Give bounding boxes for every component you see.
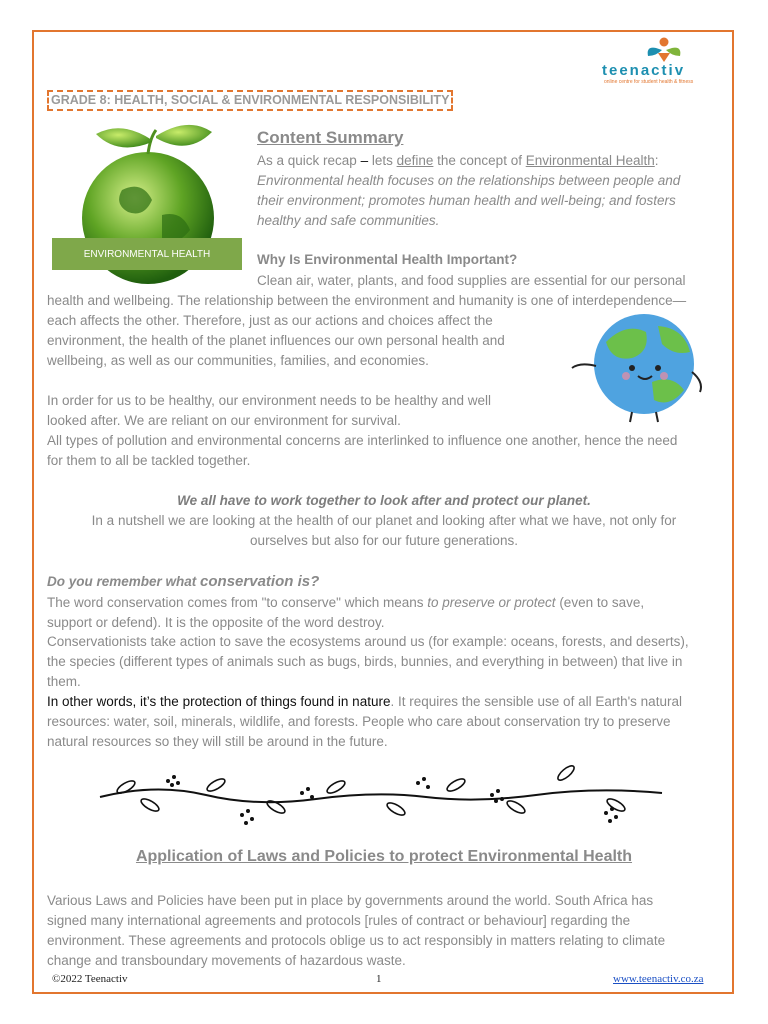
smiling-earth-icon (566, 312, 716, 424)
environmental-health-term: Environmental Health (525, 153, 655, 168)
recap-text: As a quick recap (257, 153, 361, 168)
conservation-l6-rest: . It requires the sensible use of all Earth's natural (390, 694, 682, 709)
conservation-line-1 (47, 593, 644, 613)
logo-wordmark: teenactiv (602, 62, 686, 79)
why-line-8: All types of pollution and environmental concerns are interlinked to influence one another, hence the need (47, 433, 678, 448)
definition-line-3: healthy and safe communities. (257, 213, 440, 228)
definition-line-1: Environmental health focuses on the relationships between people and (257, 173, 681, 188)
why-line-6: In order for us to be healthy, our environment needs to be healthy and well (47, 393, 492, 408)
why-line-7: looked after. We are reliant on our environment for survival. (47, 413, 401, 428)
planet-line-2: ourselves but also for our future generations. (250, 533, 518, 548)
conservation-line-4: the species (different types of animals such as bugs, birds, bunnies, and everything in between) that live in (47, 654, 683, 669)
planet-line-1: In a nutshell we are looking at the health of our planet and looking after what we have, not only for (91, 513, 677, 528)
recap-text-3: the concept of (433, 153, 526, 168)
recap-dash: – (360, 153, 369, 168)
conservation-line-5: them. (47, 674, 81, 689)
recap-line (257, 151, 727, 171)
question-text: Do you remember what (47, 574, 201, 589)
why-line-5: wellbeing, as well as our communities, families, and economies. (47, 353, 429, 368)
conservation-line-8: natural resources so they will still be around in the future. (47, 734, 388, 749)
definition-line-2: their environment; promotes human health and well-being; and fosters (257, 193, 676, 208)
why-heading: Why Is Environmental Health Important? (257, 252, 518, 267)
conservation-line-2: support or defend). It is the opposite of the word destroy. (47, 615, 385, 630)
floral-vine-icon (96, 765, 666, 835)
laws-line-1: Various Laws and Policies have been put in place by governments around the world. South Africa has (47, 893, 654, 908)
planet-statement: We all have to work together to look after and protect our planet. (177, 493, 591, 508)
laws-heading (0, 848, 768, 866)
recap-paragraph (257, 151, 727, 231)
preserve-protect-phrase: to preserve or protect (427, 595, 556, 610)
website-link[interactable]: www.teenactiv.co.za (613, 973, 704, 985)
recap-text-2: lets (368, 153, 397, 168)
floral-divider (96, 765, 666, 835)
define-word: define (396, 153, 434, 168)
teenactiv-logo (598, 36, 730, 86)
conservation-l1-post: (even to save, (555, 595, 645, 610)
conservation-question (47, 572, 319, 592)
why-line-4: environment, the health of the planet influences our own personal health and (47, 333, 505, 348)
why-line-2: health and wellbeing. The relationship between the environment and humanity is one of interdependence— (47, 293, 687, 308)
grade-heading: GRADE 8: HEALTH, SOCIAL & ENVIRONMENTAL RESPONSIBILITY (47, 90, 453, 111)
conservation-line-7: resources: water, soil, minerals, wildlife, and forests. People who care about conservation try to preserve (47, 714, 671, 729)
environmental-health-image (52, 120, 244, 286)
conservation-l1-text: The word conservation comes from "to conserve" which means (47, 595, 428, 610)
laws-line-3: environment. These agreements and protocols oblige us to act responsibly in matters relating to climate (47, 933, 666, 948)
question-word: conservation is? (200, 573, 320, 590)
footer-website (613, 973, 704, 985)
why-line-3: each affects the other. Therefore, just as our actions and choices affect the (47, 313, 493, 328)
why-line-1: Clean air, water, plants, and food supplies are essential for our personal (257, 273, 686, 288)
footer-page-number: 1 (376, 973, 382, 985)
recap-colon: : (654, 153, 659, 168)
why-line-9: for them to all be tackled together. (47, 453, 251, 468)
conservation-line-3: Conservationists take action to save the ecosystems around us (for example: oceans, forests, and deserts), (47, 634, 689, 649)
laws-line-2: signed many international agreements and protocols [rules of contract or behaviour] regarding the (47, 913, 631, 928)
laws-line-4: change and transboundary movements of hazardous waste. (47, 953, 406, 968)
conservation-highlight: In other words, it’s the protection of things found in nature (47, 694, 391, 709)
laws-heading-text: Application of Laws and Policies to protect Environmental Health (135, 848, 633, 865)
logo-tagline: online centre for student health & fitness (604, 79, 694, 85)
footer-copyright: ©2022 Teenactiv (52, 973, 128, 985)
cartoon-earth-image (566, 312, 716, 424)
environmental-health-banner: ENVIRONMENTAL HEALTH (52, 238, 242, 270)
conservation-line-6 (47, 692, 682, 712)
content-summary-title: Content Summary (257, 128, 404, 147)
